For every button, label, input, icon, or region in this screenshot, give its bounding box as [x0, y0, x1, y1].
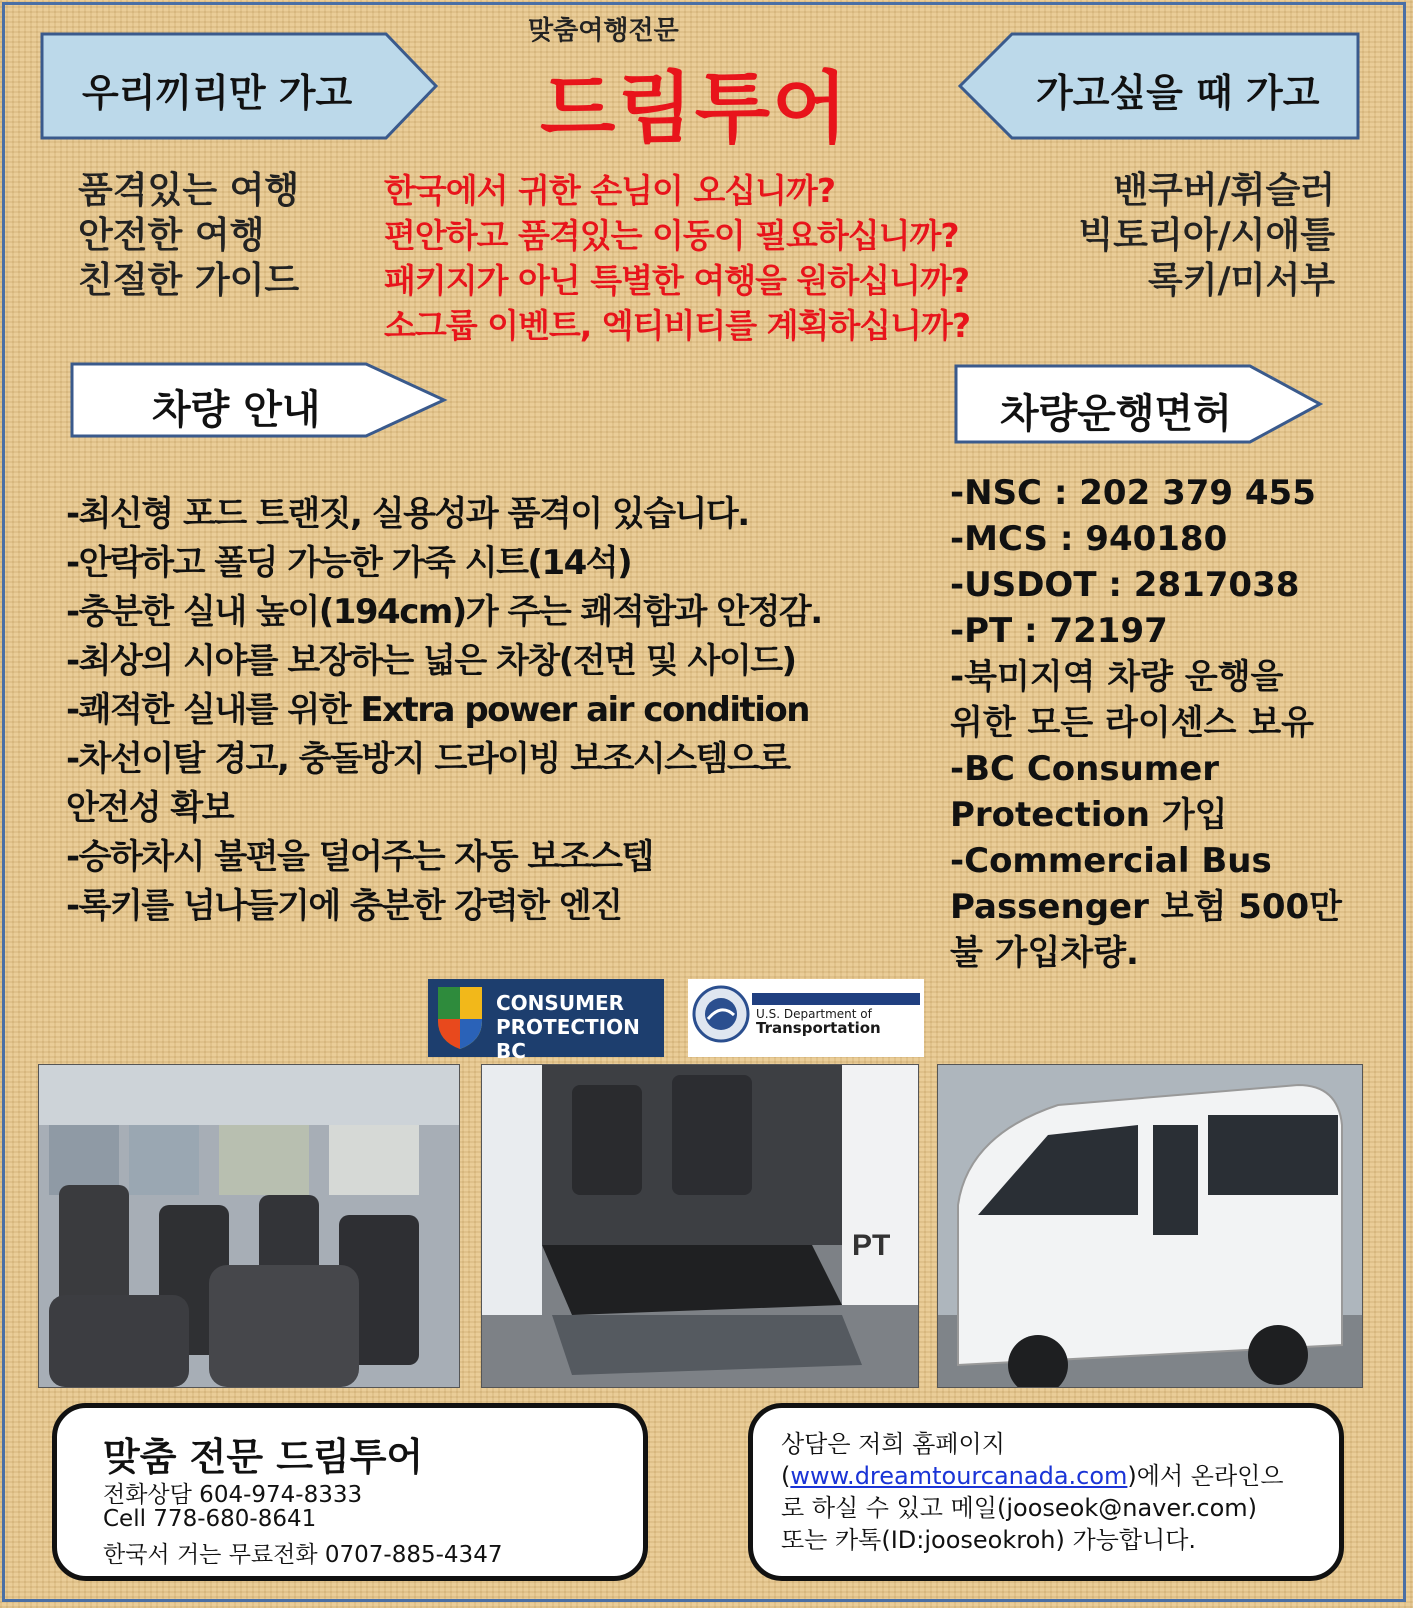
vehicle-feature-item: -승하차시 불편을 덜어주는 자동 보조스텝: [66, 837, 653, 877]
destination-item: 빅토리아/시애틀: [1078, 215, 1335, 256]
contact-box-left: [52, 1403, 648, 1581]
question-item: 편안하고 품격있는 이동이 필요하십니까?: [384, 216, 959, 255]
contact-korea-line: 한국서 거는 무료전화 0707-885-4347: [103, 1542, 503, 1568]
step-image: [482, 1065, 918, 1387]
vehicle-feature-item: -안락하고 폴딩 가능한 가죽 시트(14석): [66, 543, 632, 583]
license-item: Protection 가입: [950, 795, 1228, 835]
license-item: 불 가입차량.: [950, 933, 1139, 973]
consumer-protection-bc-logo: [428, 979, 664, 1063]
website-link[interactable]: www.dreamtourcanada.com: [790, 1462, 1128, 1490]
vehicle-feature-item: -최상의 시야를 보장하는 넓은 차창(전면 및 사이드): [66, 641, 796, 681]
seats-image: [39, 1065, 459, 1387]
license-item: -Commercial Bus: [950, 841, 1272, 881]
license-header-text: 차량운행면허: [1000, 391, 1232, 437]
page-title: 드림투어: [540, 64, 850, 154]
license-item: -북미지역 차량 운행을: [950, 657, 1284, 697]
question-list: [384, 168, 970, 348]
question-item: 패키지가 아닌 특별한 여행을 원하십니까?: [384, 261, 970, 300]
destination-item: 록키/미서부: [1147, 260, 1335, 301]
license-item: -BC Consumer: [950, 749, 1220, 789]
vehicle-feature-list: [66, 490, 906, 931]
feature-item: 친절한 가이드: [78, 260, 300, 301]
banner-left-text: 우리끼리만 가고: [82, 71, 353, 115]
vehicle-header-text: 차량 안내: [152, 387, 321, 433]
license-item: Passenger 보험 500만: [950, 887, 1343, 927]
paren: (: [781, 1462, 791, 1490]
us-dot-logo: [688, 979, 924, 1057]
contact-phone: 전화상담 604-974-8333: [103, 1482, 363, 1508]
banner-right-text: 가고싶을 때 가고: [1036, 71, 1320, 115]
license-item: -MCS : 940180: [950, 519, 1228, 559]
van-exterior-photo: [937, 1064, 1363, 1388]
vehicle-feature-item: -충분한 실내 높이(194cm)가 주는 쾌적함과 안정감.: [66, 592, 822, 632]
logo-text: U.S. Department of: [756, 1007, 872, 1021]
license-item: -USDOT : 2817038: [950, 565, 1300, 605]
vehicle-feature-item: 안전성 확보: [66, 788, 234, 828]
page-subtitle: 맞춤여행전문: [528, 16, 679, 46]
contact-text: )에서 온라인으: [1127, 1462, 1284, 1490]
contact-cell: Cell 778-680-8641: [103, 1506, 317, 1532]
vehicle-feature-item: -록키를 넘나들기에 충분한 강력한 엔진: [66, 886, 622, 926]
shield-icon: [436, 985, 484, 1051]
contact-text: 로 하실 수 있고 메일(jooseok@naver.com): [781, 1494, 1258, 1522]
contact-title: 맞춤 전문 드림투어: [103, 1435, 424, 1479]
vehicle-feature-item: -차선이탈 경고, 충돌방지 드라이빙 보조시스템으로: [66, 739, 790, 779]
license-item: 위한 모든 라이센스 보유: [950, 703, 1314, 743]
question-item: 한국에서 귀한 손님이 오십니까?: [384, 171, 836, 210]
van-image: [938, 1065, 1362, 1387]
van-step-photo: [481, 1064, 919, 1388]
contact-website-line: [781, 1456, 1284, 1491]
destination-item: 밴쿠버/휘슬러: [1113, 170, 1335, 211]
feature-item: 안전한 여행: [78, 215, 265, 256]
van-interior-photo: [38, 1064, 460, 1388]
vehicle-feature-item: -쾌적한 실내를 위한 Extra power air condition: [66, 690, 809, 730]
logo-text: PROTECTION BC: [496, 1015, 640, 1063]
contact-box-right: [748, 1403, 1344, 1581]
question-item: 소그룹 이벤트, 엑티비티를 계획하십니까?: [384, 306, 971, 345]
dot-bar: [752, 993, 920, 1005]
contact-text: 상담은 저희 홈페이지: [781, 1430, 1005, 1458]
contact-text: 또는 카톡(ID:jooseokroh) 가능합니다.: [781, 1526, 1197, 1554]
dot-seal-icon: [692, 985, 750, 1043]
logo-text: Transportation: [756, 1019, 881, 1037]
logo-text: CONSUMER: [496, 991, 625, 1015]
destination-list: [1078, 168, 1335, 303]
vehicle-feature-item: -최신형 포드 트랜짓, 실용성과 품격이 있습니다.: [66, 494, 749, 534]
feature-list: [78, 168, 299, 303]
feature-item: 품격있는 여행: [78, 170, 300, 211]
license-list: [950, 470, 1380, 976]
license-item: -PT : 72197: [950, 611, 1168, 651]
license-item: -NSC : 202 379 455: [950, 473, 1316, 513]
van-plate-text: PT: [852, 1229, 891, 1262]
